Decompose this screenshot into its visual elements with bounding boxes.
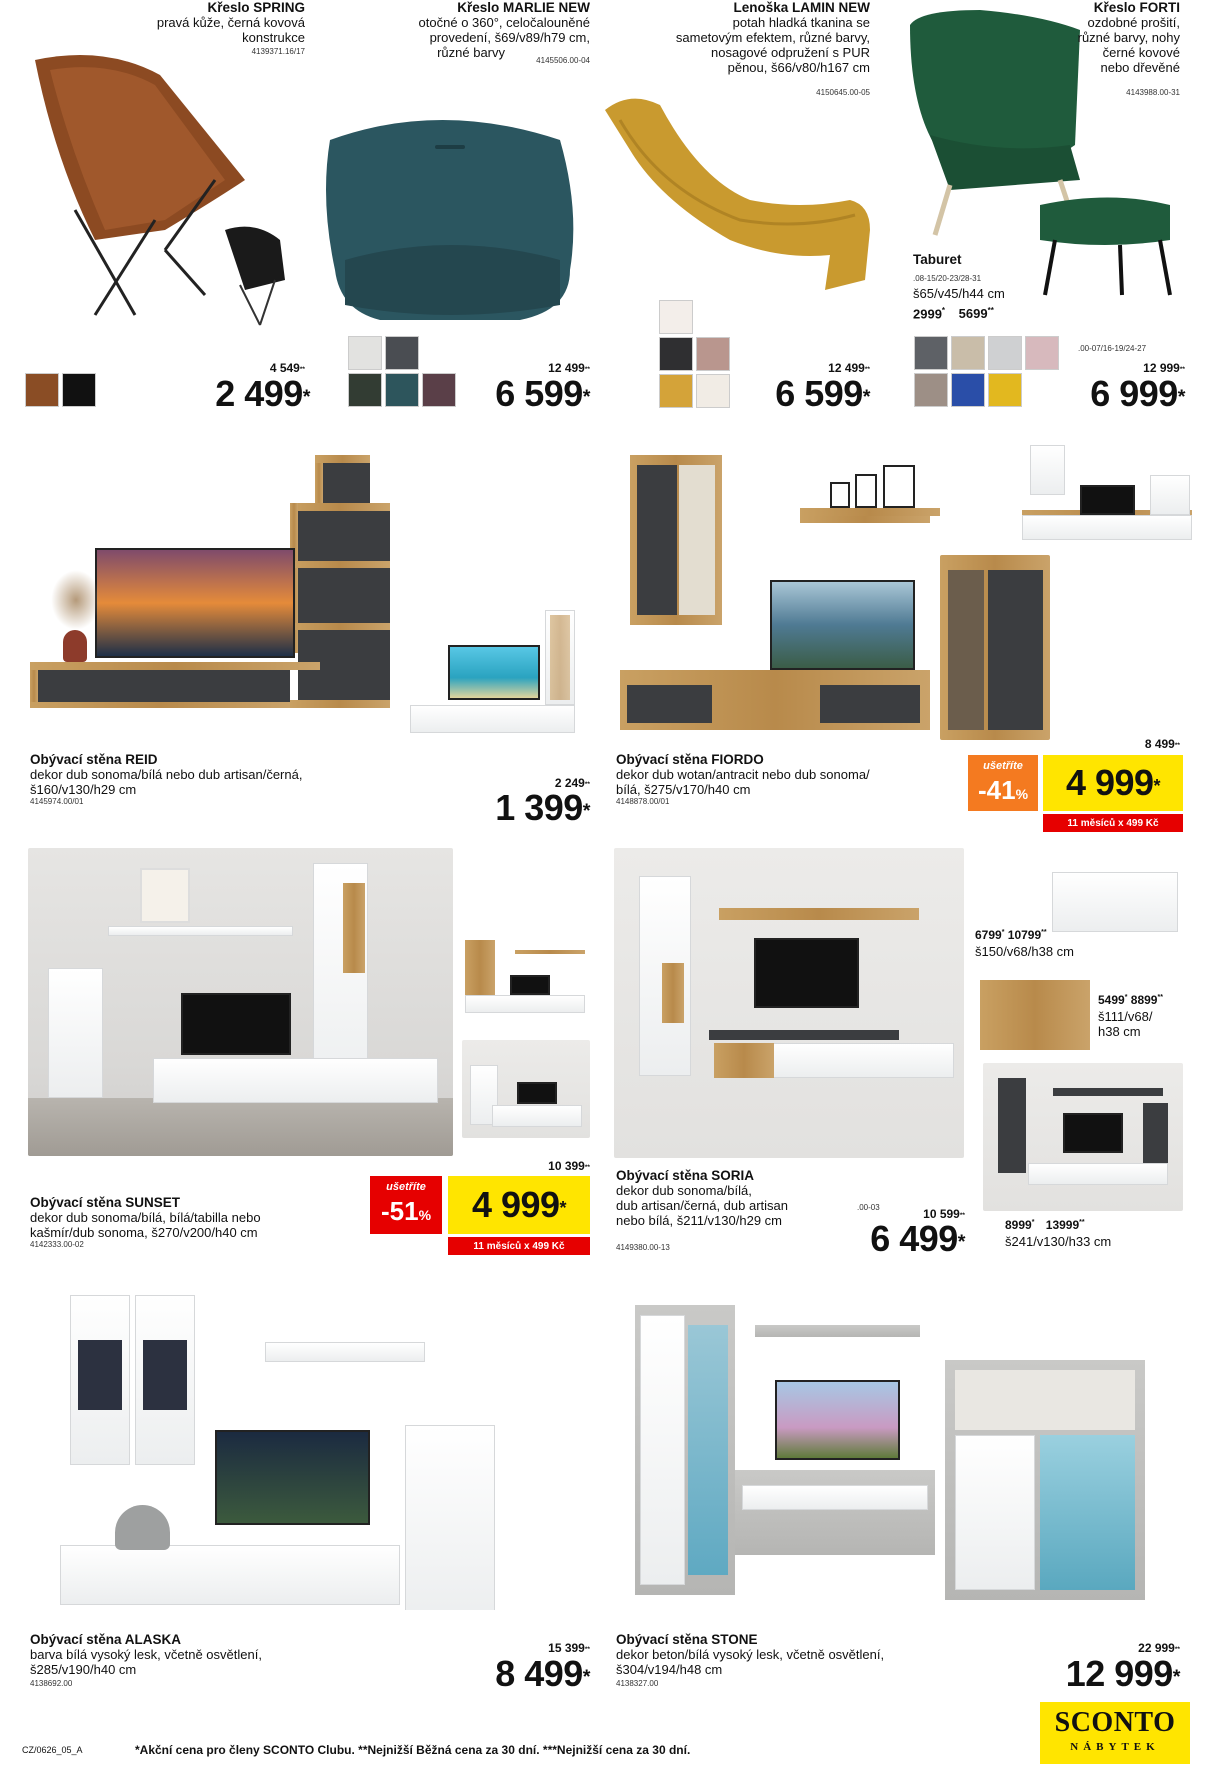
- marlie-swatch-1[interactable]: [348, 336, 382, 370]
- soria-desc: dekor dub sonoma/bílá, dub artisan/černá, dub artisan nebo bílá, š211/v130/h29 cm: [616, 1183, 788, 1228]
- soria-sideboard-oak-image: [978, 975, 1093, 1055]
- forti-desc: ozdobné prošití, různé barvy, nohy černé kovové nebo dřevěné: [1077, 15, 1180, 75]
- soria-price: 6 499*: [870, 1218, 965, 1259]
- forti-stool-desc: š65/v45/h44 cm: [913, 286, 1005, 301]
- stone-old-price: 22 999**: [1138, 1641, 1180, 1655]
- soria-image: [614, 848, 964, 1158]
- sunset-desc: dekor dub sonoma/bílá, bílá/tabilla nebo kašmír/dub sonoma, š270/v200/h40 cm: [30, 1210, 261, 1240]
- forti-swatch-1[interactable]: [914, 336, 948, 370]
- spring-chair-image: [15, 40, 315, 330]
- forti-code2: .00-07/16-19/24-27: [1078, 344, 1147, 353]
- lamin-swatch-3[interactable]: [696, 337, 730, 371]
- marlie-desc: otočné o 360°, celočalouněné provedení, š69/v89/h79 cm, různé barvy: [418, 15, 590, 60]
- forti-swatch-3[interactable]: [988, 336, 1022, 370]
- soria-old-price: 10 599**: [923, 1207, 965, 1221]
- marlie-old-price: 12 499**: [548, 361, 590, 375]
- alaska-code: 4138692.00: [30, 1679, 73, 1688]
- sunset-old-price: 10 399**: [548, 1159, 590, 1173]
- reid-price: 1 399*: [495, 787, 590, 828]
- fiordo-code: 4148878.00/01: [616, 797, 670, 806]
- spring-code: 4139371.16/17: [251, 47, 305, 56]
- forti-price: 6 999*: [1090, 373, 1185, 414]
- alaska-title: Obývací stěna ALASKA: [30, 1632, 182, 1647]
- soria-side3-prices: 8999* 13999**: [1005, 1218, 1085, 1232]
- forti-swatch-6[interactable]: [951, 373, 985, 407]
- marlie-swatch-2[interactable]: [385, 336, 419, 370]
- stone-price: 12 999*: [1065, 1653, 1180, 1694]
- alaska-image: [50, 1290, 510, 1610]
- soria-side2-prices: 5499* 8899**: [1098, 993, 1163, 1007]
- stone-title: Obývací stěna STONE: [616, 1632, 758, 1647]
- spring-price: 2 499*: [215, 373, 310, 414]
- soria-side3-desc: š241/v130/h33 cm: [1005, 1234, 1112, 1249]
- sconto-logo: SCONTO NÁBYTEK: [1040, 1702, 1190, 1764]
- lamin-swatch-2[interactable]: [659, 337, 693, 371]
- spring-title: Křeslo SPRING: [207, 0, 305, 15]
- marlie-code: 4145506.00-04: [536, 56, 590, 65]
- lamin-old-price: 12 499**: [828, 361, 870, 375]
- soria-side1-prices: 6799* 10799**: [975, 928, 1047, 942]
- fiordo-price: 4 999 *: [1043, 755, 1183, 811]
- reid-code: 4145974.00/01: [30, 797, 84, 806]
- footer-note: *Akční cena pro členy SCONTO Clubu. **Nejnižší Běžná cena za 30 dní. ***Nejnižší cena za 30 dní.: [135, 1743, 691, 1757]
- forti-swatch-4[interactable]: [1025, 336, 1059, 370]
- fiordo-save-badge: ušetříte -41%: [968, 755, 1038, 811]
- forti-swatch-2[interactable]: [951, 336, 985, 370]
- spring-old-price: 4 549**: [269, 361, 305, 375]
- fiordo-installments: 11 měsíců x 499 Kč: [1043, 814, 1183, 832]
- fiordo-cabinet-image: [940, 555, 1050, 740]
- marlie-price: 6 599*: [495, 373, 590, 414]
- sunset-title: Obývací stěna SUNSET: [30, 1195, 181, 1210]
- soria-sideboard-white-image: [1050, 860, 1180, 940]
- marlie-chair-image: [320, 110, 600, 330]
- marlie-swatch-4[interactable]: [385, 373, 419, 407]
- forti-swatch-7[interactable]: [988, 373, 1022, 407]
- lamin-price: 6 599*: [775, 373, 870, 414]
- lamin-swatch-1[interactable]: [659, 300, 693, 334]
- soria-code2: .00-03: [857, 1203, 880, 1212]
- sunset-save-badge: ušetříte -51%: [370, 1176, 442, 1234]
- sunset-price: 4 999 *: [448, 1176, 590, 1234]
- soria-title: Obývací stěna SORIA: [616, 1168, 755, 1183]
- fiordo-white-variant-image: [1010, 440, 1200, 550]
- fiordo-old-price: 8 499**: [1144, 737, 1180, 751]
- reid-desc: dekor dub sonoma/bílá nebo dub artisan/černá, š160/v130/h29 cm: [30, 767, 303, 797]
- stone-desc: dekor beton/bílá vysoký lesk, včetně osvětlení, š304/v194/h48 cm: [616, 1647, 885, 1677]
- fiordo-shelf-decor-image: [800, 460, 940, 525]
- soria-variant-image: [983, 1063, 1183, 1211]
- forti-stool-title: Taburet: [913, 252, 962, 267]
- marlie-title: Křeslo MARLIE NEW: [457, 0, 590, 15]
- sunset-variant1-image: [460, 935, 590, 1020]
- forti-title: Křeslo FORTI: [1093, 0, 1180, 15]
- alaska-old-price: 15 399**: [548, 1641, 590, 1655]
- forti-code: 4143988.00-31: [1126, 88, 1180, 97]
- sunset-image: [28, 848, 453, 1156]
- alaska-price: 8 499*: [495, 1653, 590, 1694]
- sunset-installments: 11 měsíců x 499 Kč: [448, 1237, 590, 1255]
- lamin-desc: potah hladká tkanina se sametovým efektem, různé barvy, nosagové odpružení s PUR pěnou, š66/v80/h167 cm: [675, 15, 870, 75]
- reid-image: [15, 440, 395, 740]
- lamin-title: Lenoška LAMIN NEW: [733, 0, 870, 15]
- stone-image: [630, 1285, 1170, 1615]
- fiordo-title: Obývací stěna FIORDO: [616, 752, 764, 767]
- forti-stool-prices: 2999* 5699**: [913, 306, 994, 322]
- forti-old-price: 12 999**: [1143, 361, 1185, 375]
- sunset-code: 4142333.00-02: [30, 1240, 84, 1249]
- lamin-swatch-4[interactable]: [659, 374, 693, 408]
- soria-side1-desc: š150/v68/h38 cm: [975, 944, 1075, 959]
- reid-white-variant-image: [400, 590, 595, 740]
- footer-code: CZ/0626_05_A: [22, 1745, 83, 1755]
- lamin-chaise-image: [600, 90, 880, 310]
- stone-code: 4138327.00: [616, 1679, 659, 1688]
- alaska-desc: barva bílá vysoký lesk, včetně osvětlení, š285/v190/h40 cm: [30, 1647, 262, 1677]
- spring-swatch-black[interactable]: [62, 373, 96, 407]
- forti-swatch-5[interactable]: [914, 373, 948, 407]
- spring-swatch-brown[interactable]: [25, 373, 59, 407]
- sunset-variant2-image: [462, 1040, 590, 1138]
- forti-stool-code: .08-15/20-23/28-31: [913, 274, 982, 283]
- lamin-code: 4150645.00-05: [816, 88, 870, 97]
- reid-old-price: 2 249**: [554, 776, 590, 790]
- marlie-swatch-3[interactable]: [348, 373, 382, 407]
- soria-side2-desc: š111/v68/ h38 cm: [1098, 1009, 1153, 1039]
- spring-desc: pravá kůže, černá kovová konstrukce: [156, 15, 305, 45]
- reid-title: Obývací stěna REID: [30, 752, 158, 767]
- soria-code: 4149380.00-13: [616, 1243, 670, 1252]
- fiordo-desc: dekor dub wotan/antracit nebo dub sonoma/ bílá, š275/v170/h40 cm: [616, 767, 870, 797]
